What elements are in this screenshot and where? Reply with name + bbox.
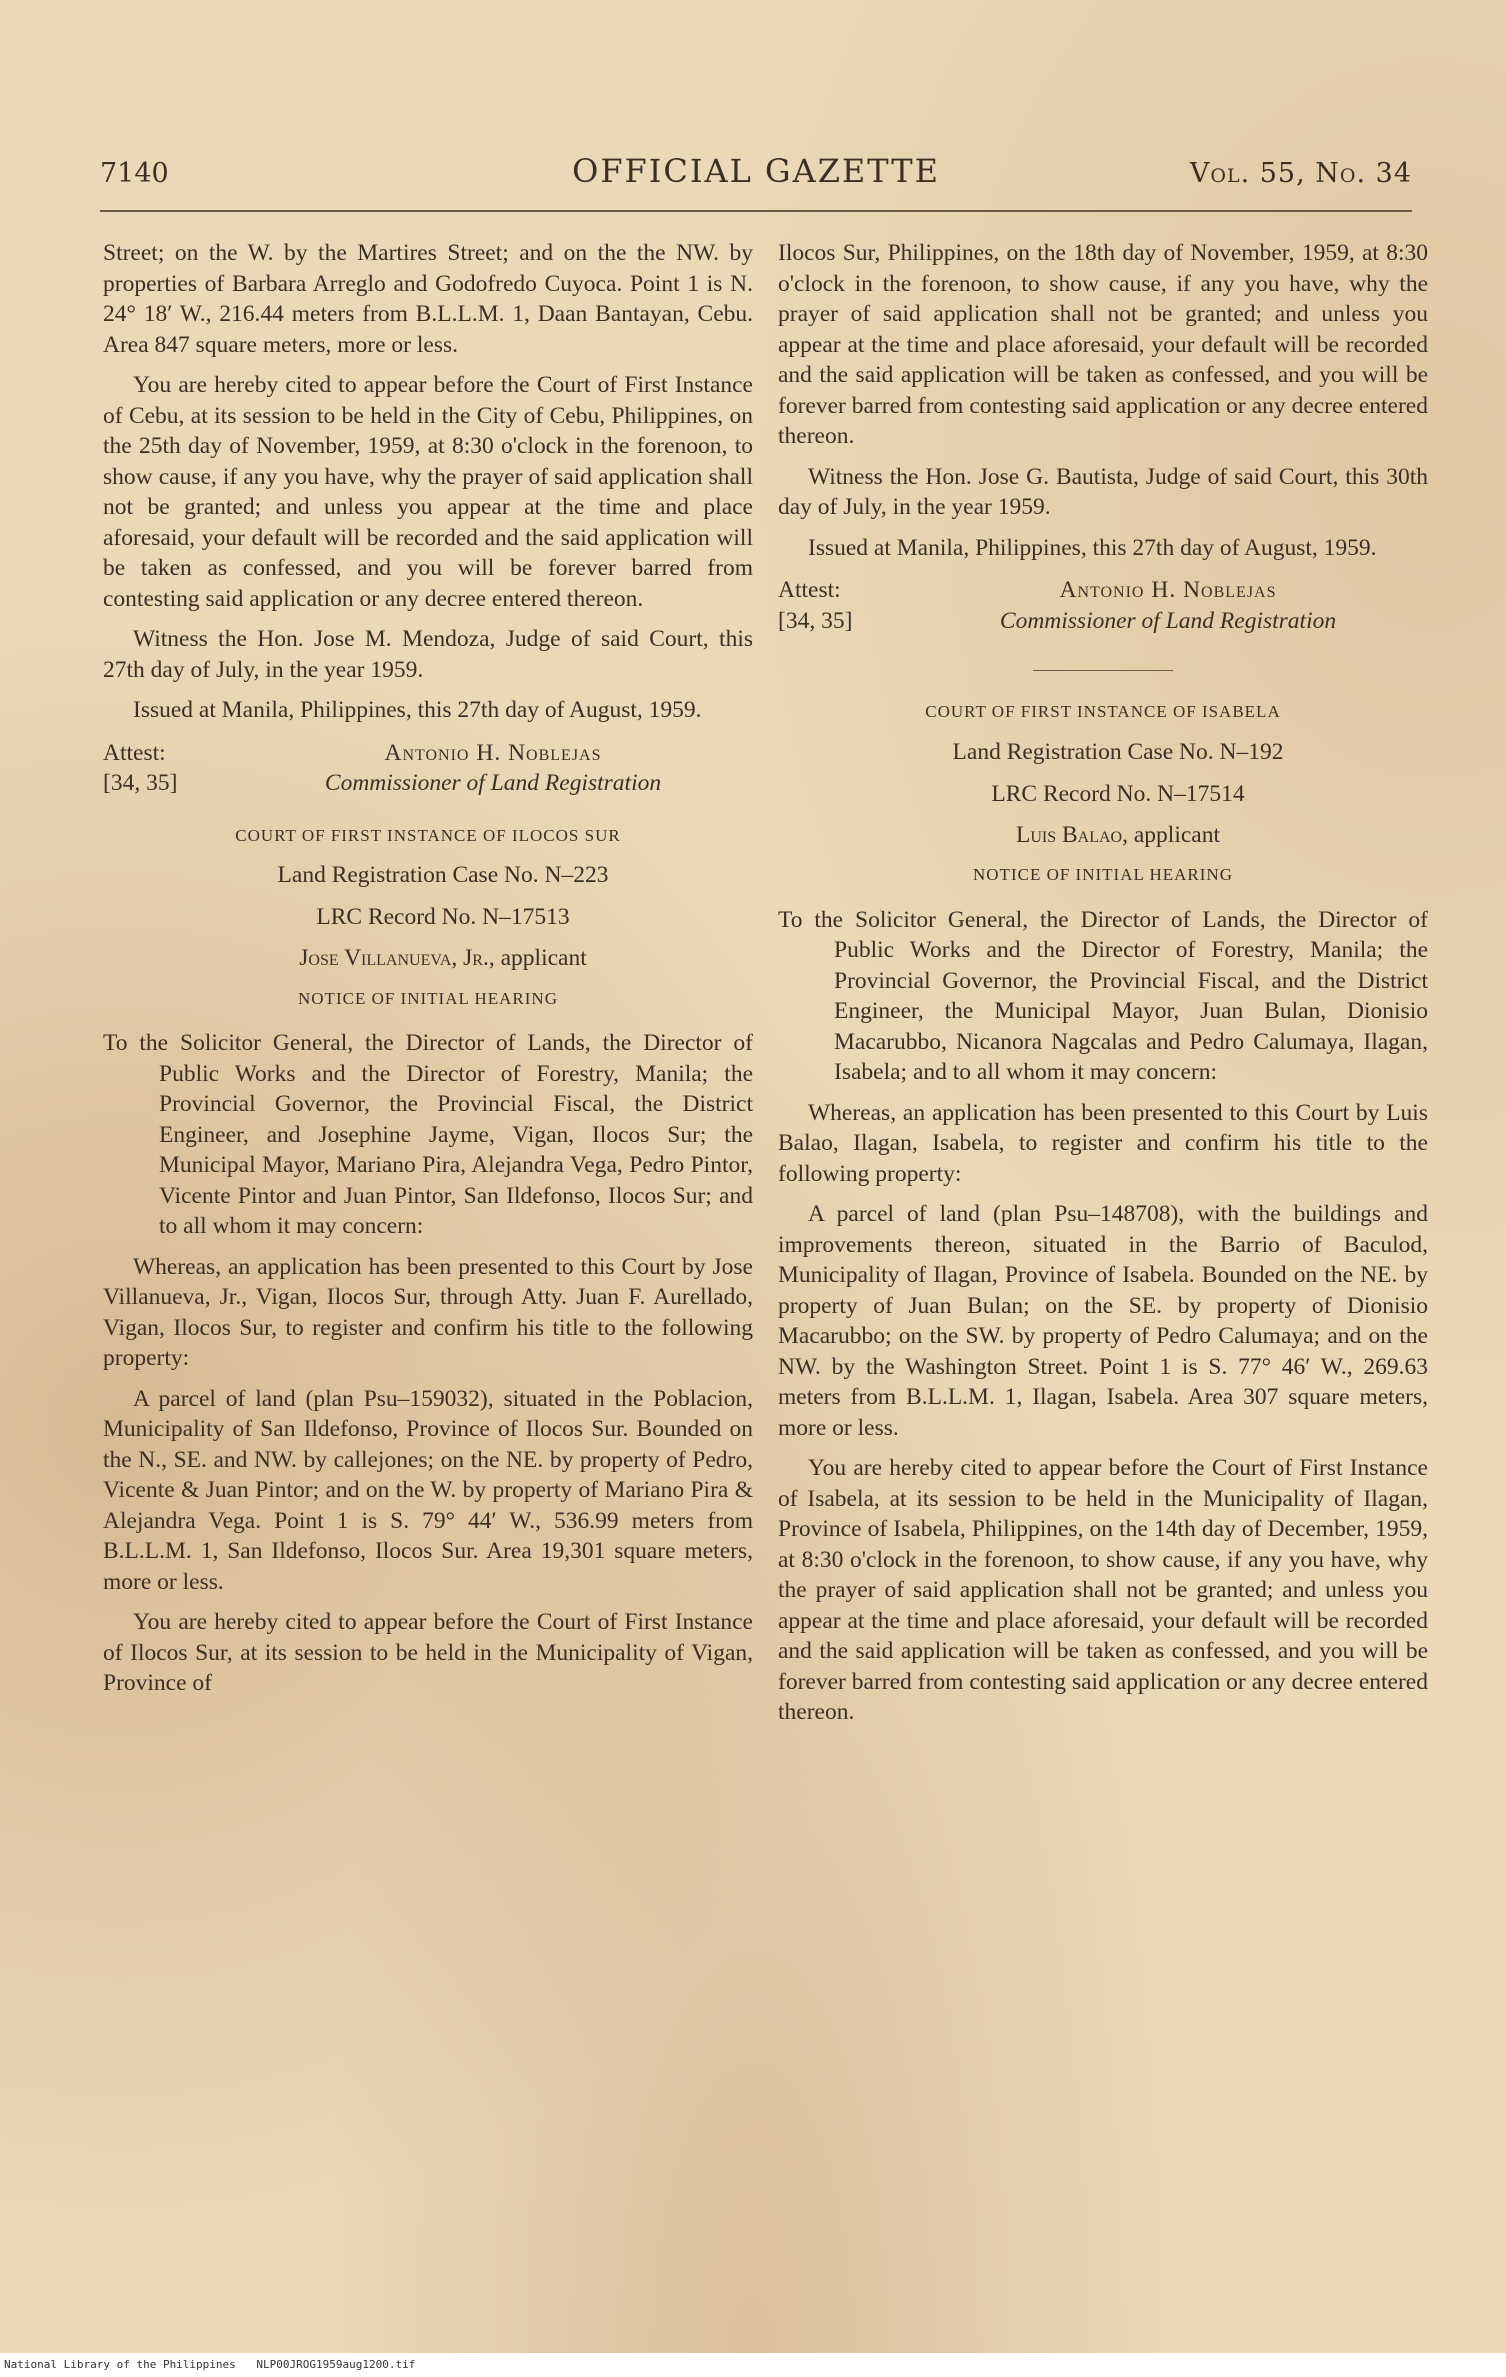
continued-citation: Ilocos Sur, Philippines, on the 18th day of November, 1959, at 8:30 o'clock in the forenoon, to show cause, if any you have, why the prayer of said application shall not be granted; and unless you appear at the time and place aforesaid, your default will be recorded and the said application will be taken as confessed, and you will be forever barred from contesting said application or any decree entered thereon. <box>778 240 1428 449</box>
witness-paragraph: Witness the Hon. Jose G. Bautista, Judge of said Court, this 30th day of July, in the year 1959. <box>778 463 1428 520</box>
issued-paragraph: Issued at Manila, Philippines, this 27th day of August, 1959. <box>808 534 1377 561</box>
scan-footer <box>0 2353 1506 2377</box>
commissioner-name: Antonio H. Noblejas <box>1059 577 1277 603</box>
citation-paragraph: You are hereby cited to appear before the Court of First Instance of Cebu, at its session to be held in the City of Cebu, Philippines, on the 25th day of November, 1959, at 8:30 o'clock in the forenoon, to show cause, if any you have, why the prayer of said application shall not be granted; and unless you appear at the time and place aforesaid, your default will be recorded and the said application will be taken as confessed, and you will be forever barred from contesting said application or any decree entered thereon. <box>103 372 753 612</box>
citation-paragraph-3: You are hereby cited to appear before the Court of First Instance of Isabela, at its session to be held in the Municipality of Ilagan, Province of Isabela, Philippines, on the 14th day of December, 1959, at 8:30 o'clock in the forenoon, to show cause, if any you have, why the prayer of said application shall not be granted; and unless you appear at the time and place aforesaid, your default will be recorded and the said application will be taken as confessed, and you will be forever barred from contesting said application or any decree entered thereon. <box>778 1455 1428 1725</box>
volume-issue: Vol. 55, No. 34 <box>1189 158 1412 189</box>
applicant-name: Luis Balao <box>1015 821 1123 848</box>
page-number: 7140 <box>100 158 169 189</box>
parcel-paragraph: A parcel of land (plan Psu–148708), with the buildings and improvements thereon, situated in the Barrio of Baculod, Municipality of Ilagan, Province of Isabela. Bounded on the NE. by property of Juan Bulan; on the SE. by property of Dionisio Macarubbo; on the SW. by property of Pedro Calumaya; and on the NW. by the Washington Street. Point 1 is S. 77° 46′ W., 269.63 meters from B.L.L.M. 1, Ilagan, Isabela. Area 307 square meters, more or less. <box>778 1201 1428 1441</box>
notice-heading: NOTICE OF INITIAL HEARING <box>298 988 558 1008</box>
court-heading: COURT OF FIRST INSTANCE OF ISABELA <box>925 702 1281 721</box>
court-heading: COURT OF FIRST INSTANCE OF ILOCOS SUR <box>235 825 621 845</box>
whereas-paragraph: Whereas, an application has been presented to this Court by Jose Villanueva, Jr., Vigan, Ilocos Sur, through Atty. Juan F. Aurellado, Vigan, Ilocos Sur, to register and confirm his title to the following property: <box>103 1253 753 1371</box>
applicant-suffix: , applicant <box>1122 821 1220 848</box>
whereas-paragraph: Whereas, an application has been presented to this Court by Luis Balao, Ilagan, Isabela, to register and confirm his title to the following property: <box>778 1099 1428 1187</box>
notice-heading: NOTICE OF INITIAL HEARING <box>973 865 1233 884</box>
attest-reference: [34, 35] <box>778 607 853 634</box>
citation-paragraph-2: You are hereby cited to appear before the Court of First Instance of Ilocos Sur, at its session to be held in the Municipality of Vigan, Province of <box>103 1609 753 1696</box>
commissioner-title: Commissioner of Land Registration <box>324 770 662 796</box>
addressees-paragraph: To the Solicitor General, the Director of Lands, the Director of Public Works and the Director of Forestry, Manila; the Provincial Governor, the Provincial Fiscal, and the District Engineer, the Municipal Mayor, Juan Bulan, Dionisio Macarubbo, Nicanora Nagcalas and Pedro Calumaya, Ilagan, Isabela; and to all whom it may concern: <box>778 906 1428 1085</box>
left-column <box>103 238 753 1709</box>
continued-description: Street; on the W. by the Martires Street; and on the the NW. by properties of Barbara Arreglo and Godofredo Cuyoca. Point 1 is N. 24° 18′ W., 216.44 meters from B.L.L.M. 1, Daan Bantayan, Cebu. Area 847 square meters, more or less. <box>103 240 753 358</box>
witness-paragraph: Witness the Hon. Jose M. Mendoza, Judge of said Court, this 27th day of July, in the year 1959. <box>103 626 753 683</box>
applicant-suffix: , applicant <box>488 945 587 971</box>
applicant-line <box>778 820 1428 851</box>
attest-reference: [34, 35] <box>103 770 178 796</box>
scan-filename: NLP00JROG1959aug1200.tif <box>256 2358 416 2371</box>
attestation-block <box>103 738 753 799</box>
lrc-record: LRC Record No. N–17513 <box>316 904 570 930</box>
lrc-record: LRC Record No. N–17514 <box>991 780 1245 807</box>
commissioner-title: Commissioner of Land Registration <box>999 607 1337 634</box>
section-divider <box>1033 670 1173 671</box>
attestation-block <box>778 575 1428 636</box>
right-column <box>778 238 1428 1738</box>
library-credit: National Library of the Philippines <box>4 2358 236 2371</box>
commissioner-name: Antonio H. Noblejas <box>384 739 602 766</box>
page-header <box>100 152 1412 202</box>
applicant-line <box>103 943 753 974</box>
parcel-paragraph: A parcel of land (plan Psu–159032), situated in the Poblacion, Municipality of San Ildefonso, Province of Ilocos Sur. Bounded on the N., SE. and NW. by callejones; on the NE. by property of Pedro, Vicente & Juan Pintor; and on the W. by property of Mariano Pira & Alejandra Vega. Point 1 is S. 79° 44′ W., 536.99 meters from B.L.L.M. 1, San Ildefonso, Ilocos Sur. Area 19,301 square meters, more or less. <box>103 1385 753 1595</box>
addressees-paragraph: To the Solicitor General, the Director of Lands, the Director of Public Works and the Director of Forestry, Manila; the Provincial Governor, the Provincial Fiscal, the District Engineer, and Josephine Jayme, Vigan, Ilocos Sur; the Municipal Mayor, Mariano Pira, Alejandra Vega, Pedro Pintor, Vicente Pintor and Juan Pintor, San Ildefonso, Ilocos Sur; and to all whom it may concern: <box>103 1030 753 1239</box>
applicant-name: Jose Villanueva, Jr. <box>299 945 489 971</box>
case-number: Land Registration Case No. N–192 <box>952 738 1284 765</box>
attest-label: Attest: <box>778 577 841 603</box>
issued-paragraph: Issued at Manila, Philippines, this 27th day of August, 1959. <box>133 697 702 723</box>
header-rule <box>100 210 1412 212</box>
attest-label: Attest: <box>103 739 166 766</box>
case-number: Land Registration Case No. N–223 <box>277 862 609 888</box>
publication-title: OFFICIAL GAZETTE <box>572 152 940 190</box>
